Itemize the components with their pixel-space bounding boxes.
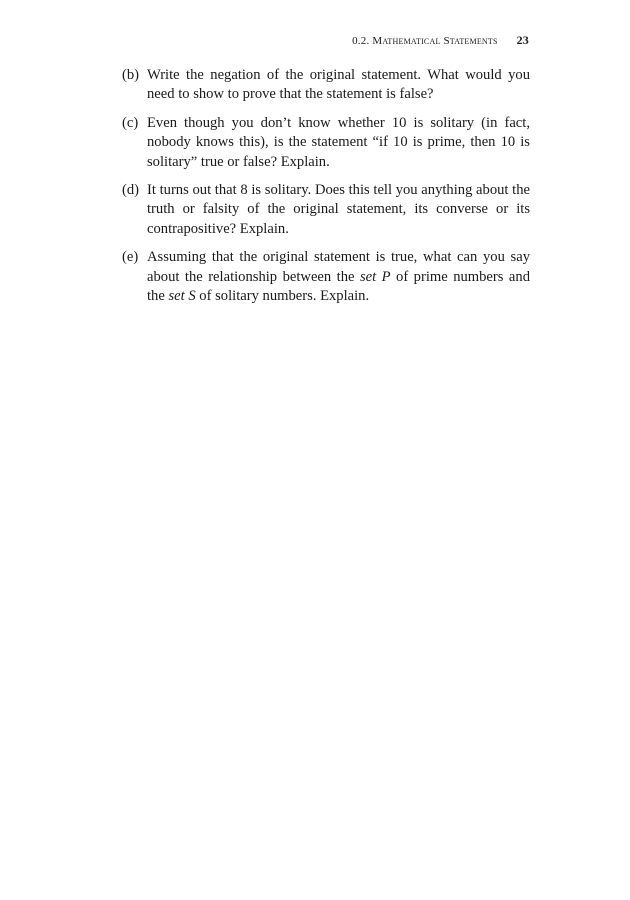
set-p-term: set P bbox=[359, 268, 391, 285]
item-label: (e) bbox=[122, 249, 139, 266]
item-text: It turns out that 8 is solitary. Does this tell you anything about the truth or falsity of the original statement, its converse or its contrapositive? Explain. bbox=[147, 182, 530, 237]
exercise-item-b bbox=[122, 66, 530, 105]
exercise-list bbox=[122, 66, 530, 315]
item-label: (d) bbox=[122, 182, 140, 199]
item-text-part: of solitary numbers. Explain. bbox=[195, 288, 370, 305]
item-text-part: Assuming that the original statement is true, what can you say about the relationship between the bbox=[147, 249, 530, 285]
exercise-item-d bbox=[122, 181, 530, 239]
exercise-item-c bbox=[122, 114, 530, 172]
item-text bbox=[147, 248, 530, 306]
set-s-term: set S bbox=[168, 288, 196, 305]
item-label: (c) bbox=[122, 114, 139, 131]
page-number: 23 bbox=[516, 33, 529, 47]
item-text: Write the negation of the original statement. What would you need to show to prove that the statement is false? bbox=[147, 67, 530, 103]
item-text-part: of prime numbers and the bbox=[147, 268, 530, 305]
exercise-item-e bbox=[122, 248, 530, 306]
item-text: Even though you don’t know whether 10 is solitary (in fact, nobody knows this), is the statement “if 10 is prime, then 10 is solitary” true or false? Explain. bbox=[147, 114, 530, 170]
running-header bbox=[352, 33, 529, 48]
section-title: 0.2. Mathematical Statements bbox=[352, 35, 498, 47]
item-label: (b) bbox=[122, 67, 140, 83]
